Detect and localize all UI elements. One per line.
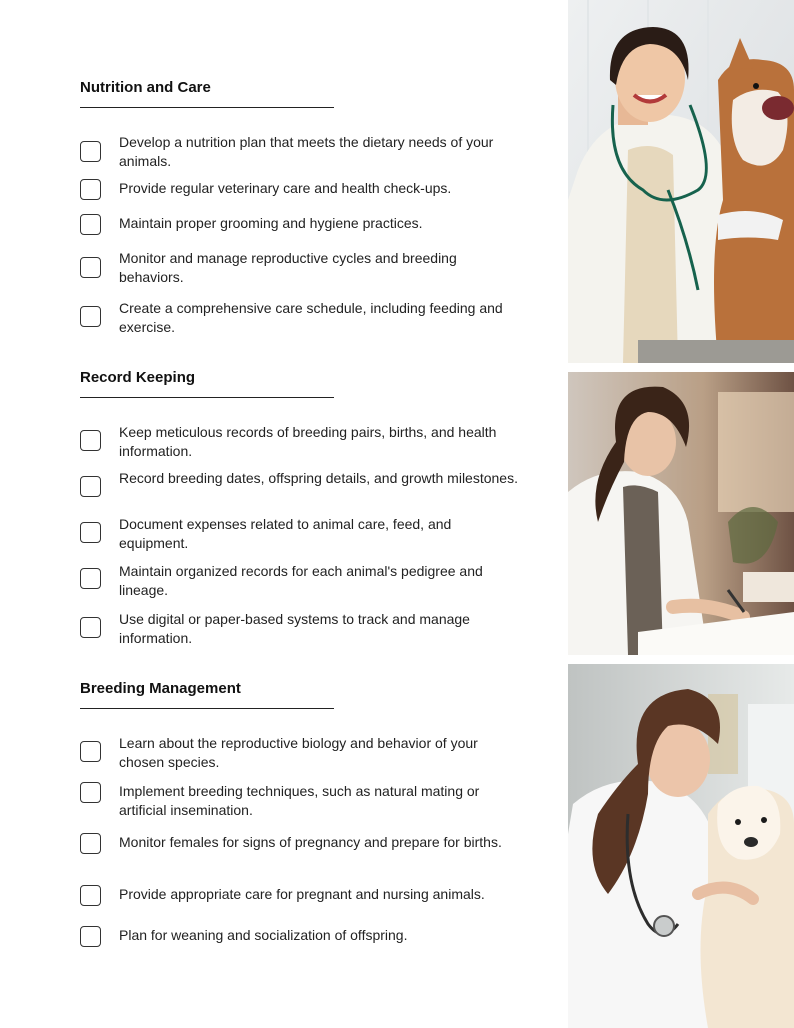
checkbox[interactable] bbox=[80, 926, 101, 947]
photo-vet-with-white-dog bbox=[568, 664, 794, 1028]
section-title: Nutrition and Care bbox=[80, 79, 211, 96]
section-title: Record Keeping bbox=[80, 369, 196, 386]
checklist-item-label: Document expenses related to animal care, feed, and equipment. bbox=[119, 516, 452, 551]
section-title: Breeding Management bbox=[80, 680, 241, 697]
checklist-item-label: Monitor and manage reproductive cycles and breeding behaviors. bbox=[119, 250, 457, 285]
section-divider bbox=[80, 107, 334, 108]
checklist-item-label: Record breeding dates, offspring details, and growth milestones. bbox=[119, 470, 518, 486]
checklist-item-label: Monitor females for signs of pregnancy and prepare for births. bbox=[119, 834, 502, 850]
checklist-item-label: Develop a nutrition plan that meets the dietary needs of your animals. bbox=[119, 134, 494, 169]
checkbox[interactable] bbox=[80, 885, 101, 906]
checkbox[interactable] bbox=[80, 179, 101, 200]
checkbox[interactable] bbox=[80, 141, 101, 162]
checklist-item-label: Learn about the reproductive biology and behavior of your chosen species. bbox=[119, 735, 478, 770]
checkbox[interactable] bbox=[80, 522, 101, 543]
section-nutrition-and-care bbox=[80, 79, 530, 335]
checklist-item-label: Keep meticulous records of breeding pairs, births, and health information. bbox=[119, 424, 497, 459]
checkbox[interactable] bbox=[80, 257, 101, 278]
checkbox[interactable] bbox=[80, 306, 101, 327]
checklist-item-label: Use digital or paper-based systems to track and manage information. bbox=[119, 611, 470, 646]
checklist-item-label: Maintain proper grooming and hygiene practices. bbox=[119, 215, 423, 231]
checklist-item-label: Plan for weaning and socialization of offspring. bbox=[119, 927, 408, 943]
checkbox[interactable] bbox=[80, 782, 101, 803]
checkbox[interactable] bbox=[80, 741, 101, 762]
checklist-item-label: Provide regular veterinary care and health check-ups. bbox=[119, 180, 452, 196]
checklist-item-label: Provide appropriate care for pregnant and nursing animals. bbox=[119, 886, 485, 902]
photo-vet-with-husky bbox=[568, 0, 794, 363]
checklist-item-label: Maintain organized records for each animal's pedigree and lineage. bbox=[119, 563, 483, 598]
checkbox[interactable] bbox=[80, 214, 101, 235]
section-record-keeping bbox=[80, 369, 530, 646]
section-breeding-management bbox=[80, 680, 530, 943]
checkbox[interactable] bbox=[80, 617, 101, 638]
checkbox[interactable] bbox=[80, 568, 101, 589]
checkbox[interactable] bbox=[80, 833, 101, 854]
photo-vet-writing bbox=[568, 372, 794, 655]
checklist-item-label: Implement breeding techniques, such as natural mating or artificial insemination. bbox=[119, 783, 480, 818]
checkbox[interactable] bbox=[80, 476, 101, 497]
checkbox[interactable] bbox=[80, 430, 101, 451]
checklist-item-label: Create a comprehensive care schedule, including feeding and exercise. bbox=[119, 300, 503, 335]
section-divider bbox=[80, 708, 334, 709]
section-divider bbox=[80, 397, 334, 398]
